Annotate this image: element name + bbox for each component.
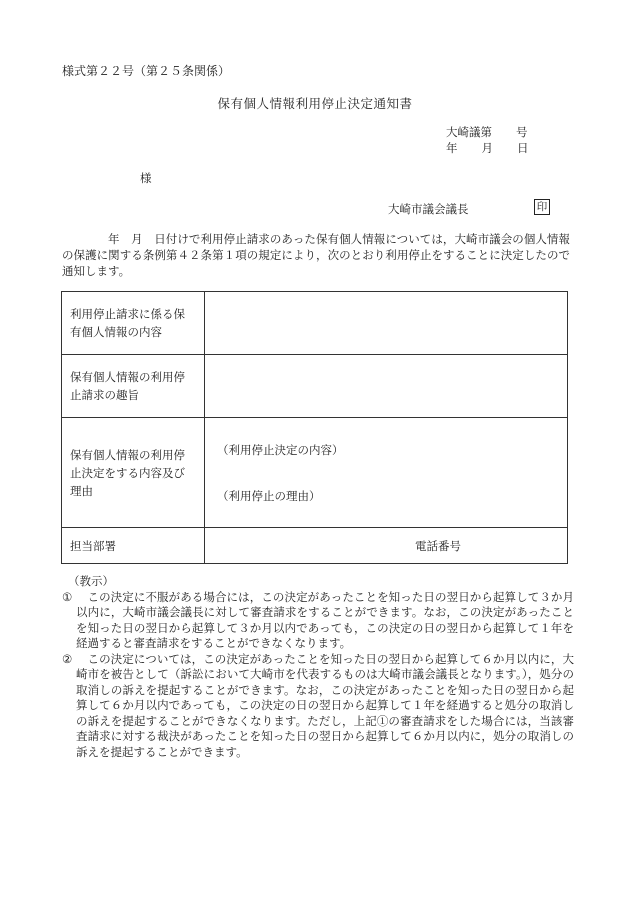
- document-title: 保有個人情報利用停止決定通知書: [217, 96, 413, 111]
- reference-number: [446, 124, 529, 140]
- table-row: [62, 292, 568, 355]
- note-text: この決定に不服がある場合には，この決定があったことを知った日の翌日から起算して３か月以内に，大崎市議会議長に対して審査請求をすることができます。なお，この決定があったことを知った日の翌日から起算して３か月以内であっても，この決定の日の翌日から起算して１年を経過すると審査請求をすることができなくなります。: [76, 589, 574, 650]
- notice-body: 年 月 日付けで利用停止請求のあった保有個人情報については，大崎市議会の個人情報の保護に関する条例第４２条第１項の規定により，次のとおり利用停止をすることに決定したので通知します。: [62, 232, 570, 278]
- form-number: 様式第２２号（第２５条関係）: [62, 64, 231, 78]
- table-row: [62, 355, 568, 418]
- document-date: [446, 140, 529, 156]
- row-label-department: 担当部署: [62, 528, 205, 564]
- row-value-decision: [205, 418, 568, 528]
- table-row: [62, 418, 568, 528]
- notes-heading: （教示）: [68, 574, 114, 588]
- date-day: 日: [517, 141, 529, 155]
- appeal-notice: [62, 574, 574, 760]
- seal-mark: 印: [534, 199, 550, 215]
- table-row: [62, 528, 568, 564]
- row-value-department: [205, 528, 568, 564]
- sender-name: 大崎市議会議長: [388, 202, 469, 216]
- reference-number-suffix: 号: [516, 125, 528, 139]
- date-month: 月: [481, 141, 493, 155]
- decision-reason-label: （利用停止の理由）: [217, 488, 321, 503]
- note-text: この決定については，この決定があったことを知った日の翌日から起算して６か月以内に，大崎市を被告として（訴訟において大崎市を代表するものは大崎市議会議長となります。），処分の取消しの訴えを提起することができます。なお，この決定があったことを知った日の翌日から起算して６か月以内であっても，この決定の日の翌日から起算して１年を経過すると処分の取消しの訴えを提起することができなくなります。ただし，上記①の審査請求をした場合には，当該審査請求に対する裁決があったことを知った日の翌日から起算して６か月以内に，処分の取消しの訴えを提起することができます。: [76, 651, 574, 759]
- reference-number-label: 大崎議第: [446, 125, 492, 139]
- list-item: [62, 590, 574, 652]
- list-item: [62, 652, 574, 761]
- row-label-request-content: 利用停止請求に係る保有個人情報の内容: [62, 292, 205, 355]
- note-number: ①: [62, 589, 73, 604]
- addressee-suffix: 様: [140, 171, 152, 185]
- date-year: 年: [446, 141, 458, 155]
- reference-block: [446, 124, 529, 156]
- row-label-request-purpose: 保有個人情報の利用停止請求の趣旨: [62, 355, 205, 418]
- phone-label: 電話番号: [415, 538, 461, 553]
- decision-content-label: （利用停止決定の内容）: [217, 442, 344, 457]
- note-number: ②: [62, 651, 73, 666]
- decision-table: [61, 291, 568, 564]
- row-value-request-purpose: [205, 355, 568, 418]
- row-label-decision: 保有個人情報の利用停止決定をする内容及び理由: [62, 418, 205, 528]
- row-value-request-content: [205, 292, 568, 355]
